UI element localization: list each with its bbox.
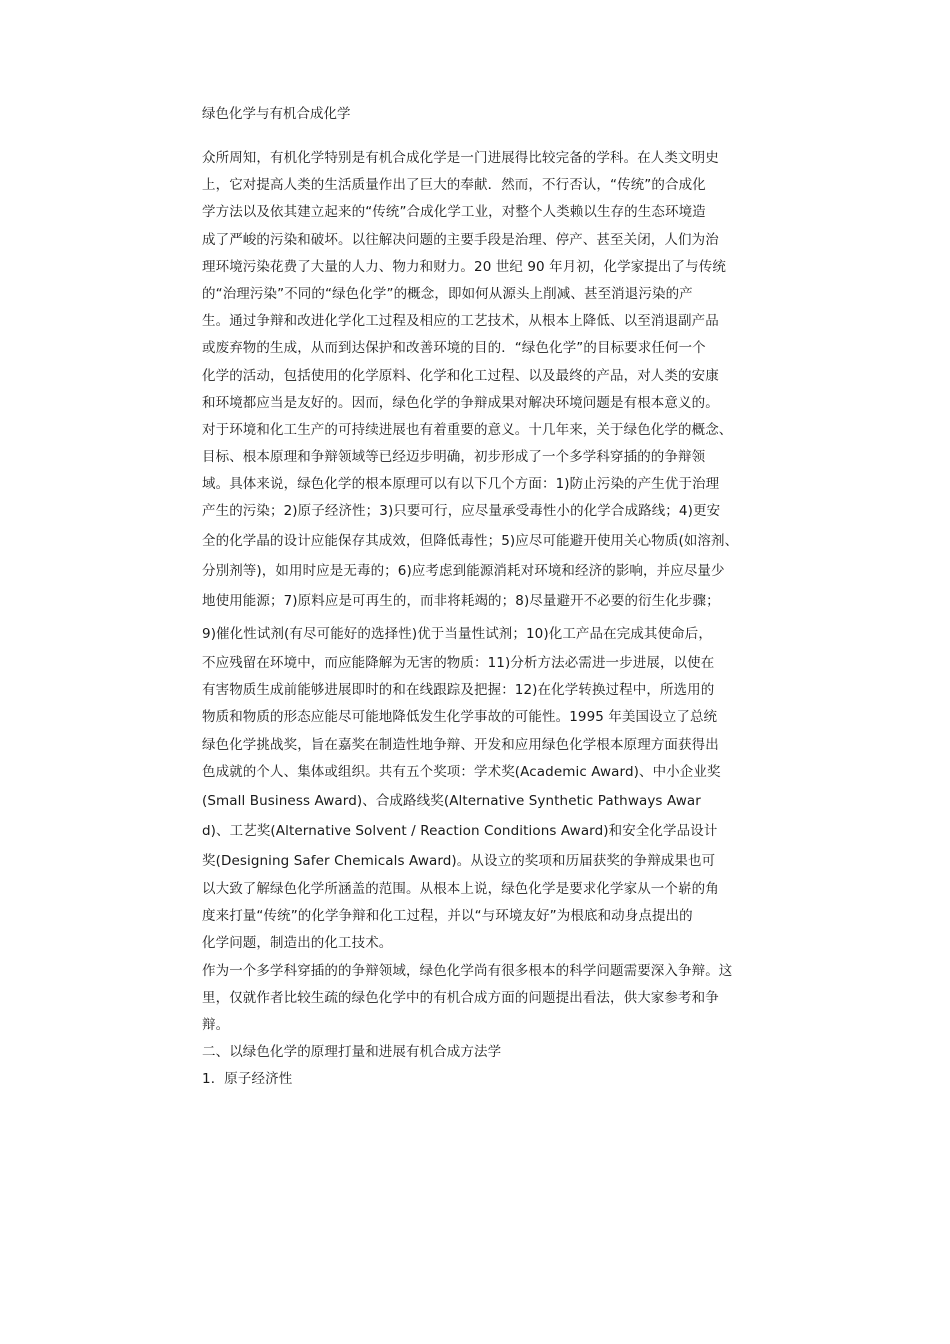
text-line: 有害物质生成前能够进展即时的和在线跟踪及把握：12)在化学转换过程中，所选用的 [202, 682, 715, 699]
text-line: 全的化学晶的设计应能保存其成效，但降低毒性；5)应尽可能避开使用关心物质(如溶剂、 [202, 532, 739, 549]
text-line: 物质和物质的形态应能尽可能地降低发生化学事故的可能性。1995 年美国设立了总统 [202, 709, 718, 726]
text-line: 绿色化学挑战奖，旨在嘉奖在制造性地争辩、开发和应用绿色化学根本原理方面获得出 [202, 736, 719, 753]
text-line: 色成就的个人、集体或组织。共有五个奖项：学术奖(Academic Award)、中小企业奖 [202, 763, 721, 780]
paragraph-block-b [202, 619, 762, 1093]
text-line: 9)催化性试剂(有尽可能好的选择性)优于当量性试剂；10)化工产品在完成其使命后， [202, 626, 712, 642]
paragraph-block-a [202, 145, 762, 616]
text-line: 奖(Designing Safer Chemicals Award)。从设立的奖项和历届获奖的争辩成果也可 [202, 852, 716, 869]
text-line: 对于环境和化工生产的可持续进展也有着重要的意义。十几年来，关于绿色化学的概念、 [202, 421, 733, 438]
text-line: 产生的污染；2)原子经济性；3)只要可行，应尽量承受毒性小的化学合成路线；4)更安 [202, 503, 721, 520]
text-line: 度来打量“传统”的化学争辩和化工过程，并以“与环境友好”为根底和动身点提出的 [202, 908, 693, 925]
text-line: 和环境都应当是友好的。因而，绿色化学的争辩成果对解决环境问题是有根本意义的。 [202, 394, 719, 411]
text-line: 理环境污染花费了大量的人力、物力和财力。20 世纪 90 年月初，化学家提出了与传统 [202, 258, 726, 275]
text-line: (Small Business Award)、合成路线奖(Alternative Synthetic Pathways Awar [202, 792, 701, 809]
document-title: 绿色化学与有机合成化学 [202, 106, 351, 122]
text-line: 不应残留在环境中，而应能降解为无害的物质：11)分析方法必需进一步进展，以使在 [202, 655, 715, 671]
text-line: 以大致了解绿色化学所涵盖的范围。从根本上说，绿色化学是要求化学家从一个崭的角 [202, 880, 719, 897]
section-heading: 二、以绿色化学的原理打量和进展有机合成方法学 [202, 1044, 502, 1061]
text-line: 域。具体来说，绿色化学的根本原理可以有以下几个方面：1)防止污染的产生优于治理 [202, 476, 720, 493]
text-line: 分別剂等)，如用时应是无毒的；6)应考虑到能源消耗对环境和经济的影响，并应尽量少 [202, 562, 725, 579]
subsection-heading: 1．原子经济性 [202, 1071, 293, 1088]
text-line: 学方法以及依其建立起来的“传统”合成化学工业，对整个人类赖以生存的生态环境造 [202, 204, 706, 221]
text-line: 上，它对提高人类的生活质量作出了巨大的奉献．然而，不行否认，“传统”的合成化 [202, 177, 706, 194]
text-line: 生。通过争辩和改进化学化工过程及相应的工艺技术，从根本上降低、以至消退副产品 [202, 313, 719, 330]
text-line: 作为一个多学科穿插的的争辩领域，绿色化学尚有很多根本的科学问题需要深入争辩。这 [202, 962, 733, 979]
text-line: 化学问题，制造出的化工技术。 [202, 935, 393, 952]
text-line: 目标、根本原理和争辩领域等已经迈步明确，初步形成了一个多学科穿插的的争辩领 [202, 449, 706, 466]
text-line: 辩。 [202, 1016, 230, 1033]
text-line: 化学的活动，包括使用的化学原料、化学和化工过程、以及最终的产品，对人类的安康 [202, 367, 719, 384]
text-line: 地使用能源；7)原料应是可再生的，而非将耗竭的；8)尽量避开不必要的衍生化步骤； [202, 592, 720, 609]
text-line: 的“治理污染”不同的“绿色化学”的概念，即如何从源头上削减、甚至消退污染的产 [202, 285, 693, 302]
text-line: 里，仅就作者比较生疏的绿色化学中的有机合成方面的问题提出看法，供大家参考和争 [202, 989, 719, 1006]
text-line: 或废弃物的生成，从而到达保护和改善环境的目的．“绿色化学”的目标要求任何一个 [202, 340, 706, 357]
text-line: d)、工艺奖(Alternative Solvent / Reaction Conditions Award)和安全化学品设计 [202, 822, 718, 839]
text-line: 众所周知，有机化学特别是有机合成化学是一门进展得比较完备的学科。在人类文明史 [202, 150, 719, 166]
text-line: 成了严峻的污染和破坏。以往解决问题的主要手段是治理、停产、甚至关闭，人们为治 [202, 231, 719, 248]
